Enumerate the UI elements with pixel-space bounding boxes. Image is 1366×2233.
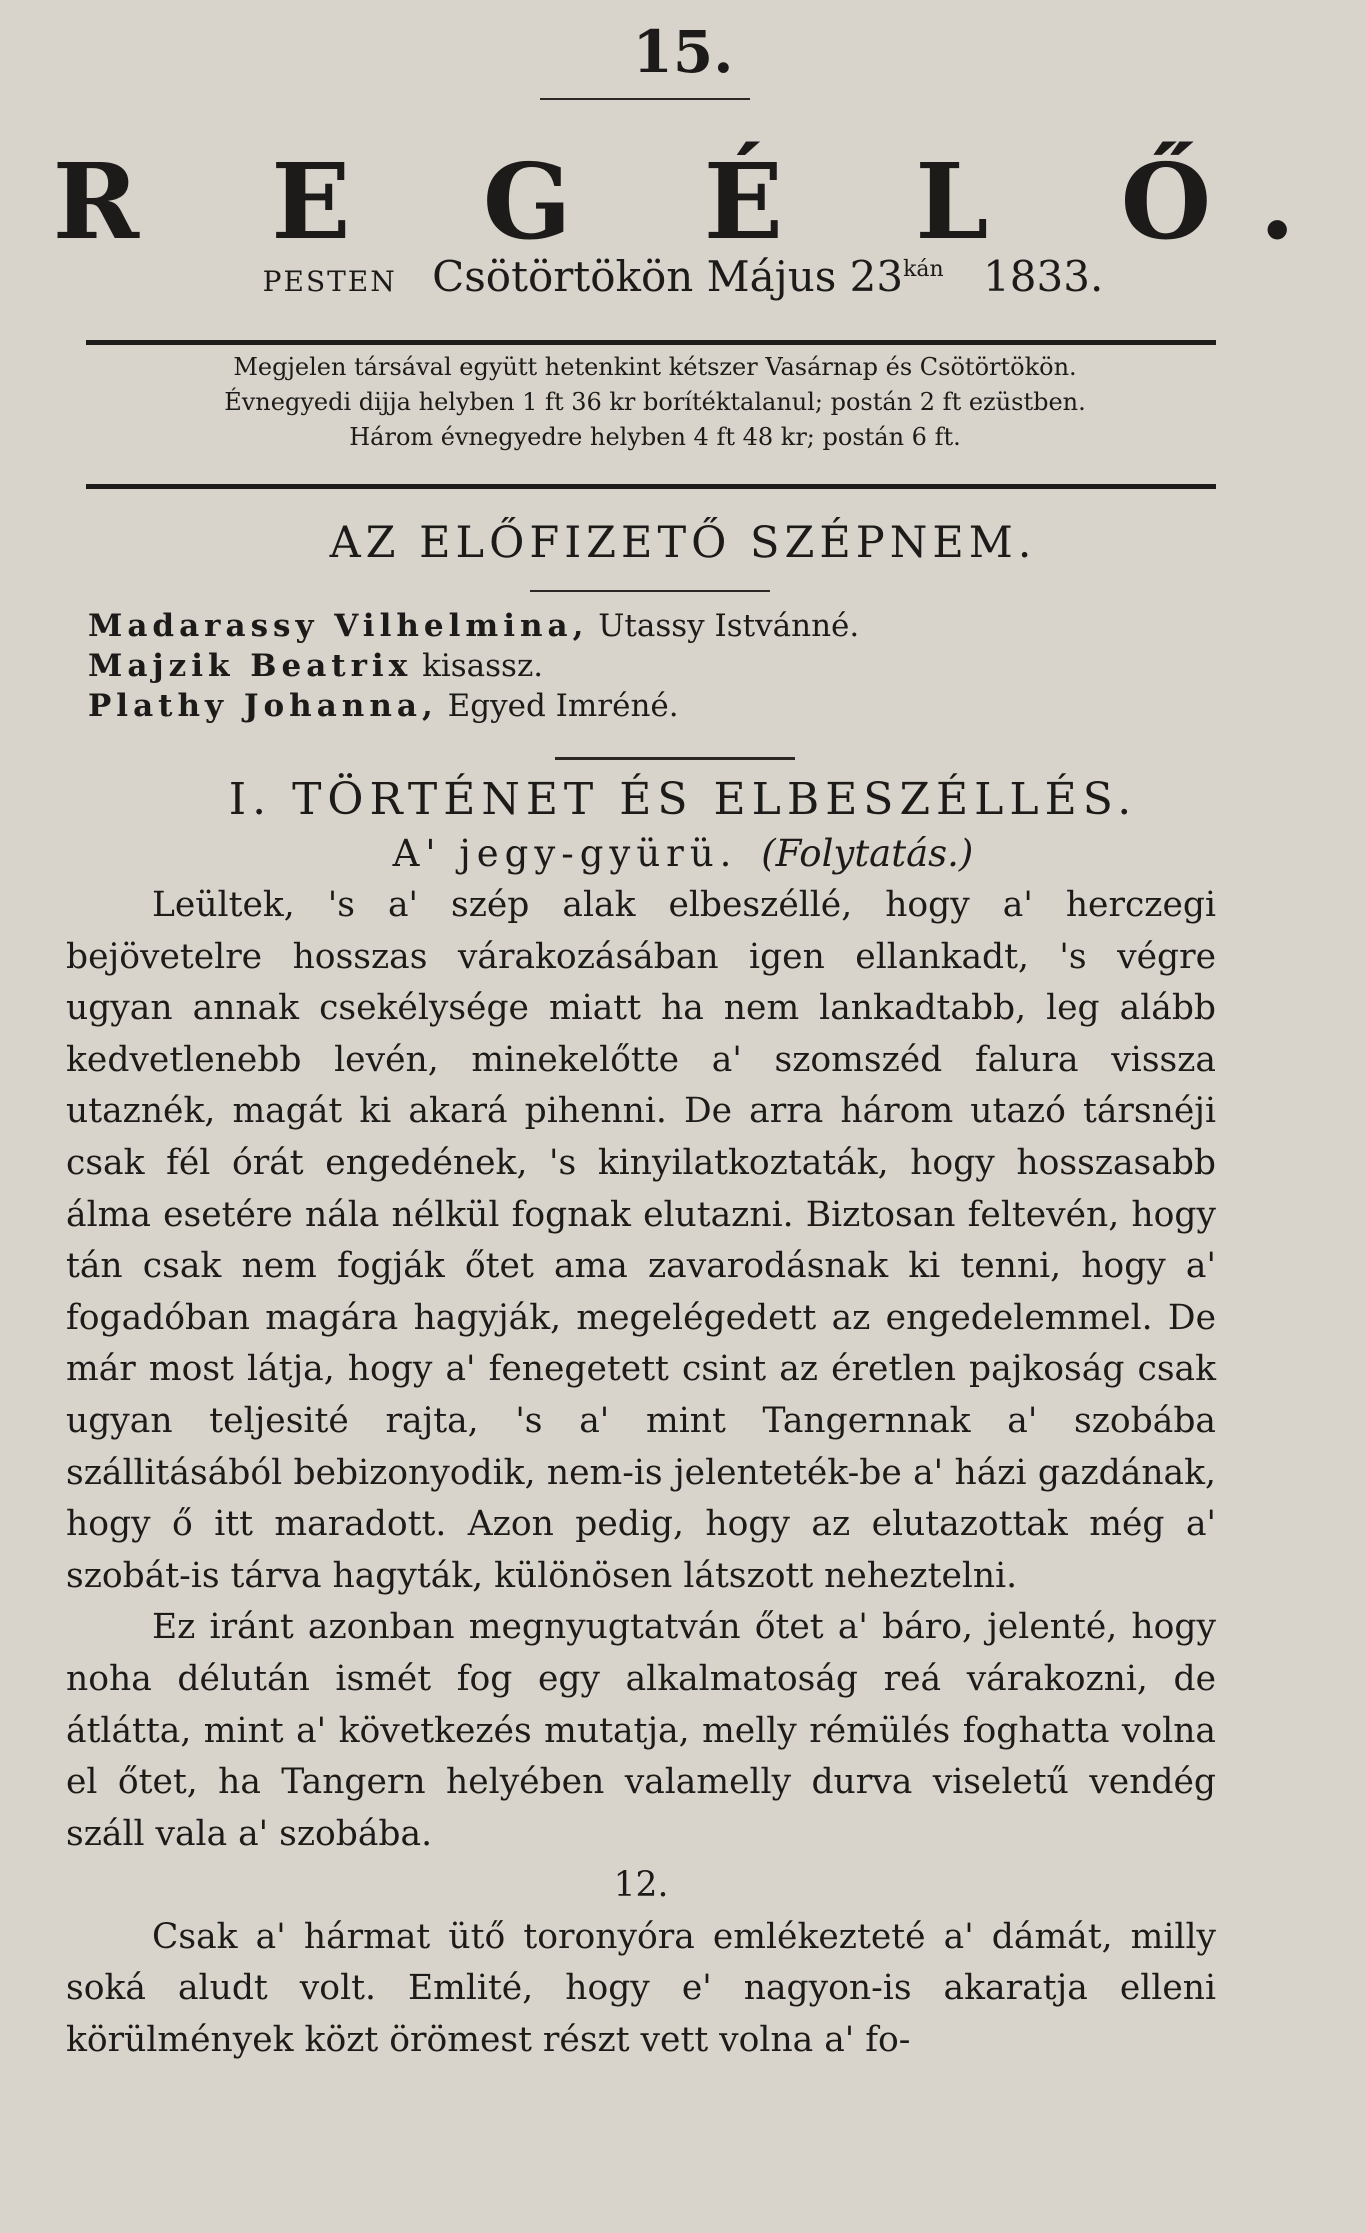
divider [555,757,795,760]
subscriber-name: Plathy Johanna, [88,688,438,724]
masthead-title: R E G É L Ő. [52,140,1344,263]
chapter-heading: I. TÖRTÉNET ÉS ELBESZÉLLÉS. [228,774,1138,825]
subscriber-list [88,606,1288,726]
date-suffix: kán [903,257,944,282]
story-title [0,832,1366,875]
list-item [88,686,1288,726]
divider [86,484,1216,489]
subscribers-heading: AZ ELŐFIZETŐ SZÉPNEM. [329,518,1037,568]
dateline [0,252,1366,301]
paragraph: Leültek, 's a' szép alak elbeszéllé, hogy a' herczegi bejövetelre hosszas várakozásában igen ellankadt, 's végre ugyan annak csekélysége miatt ha nem lankadtabb, leg alább kedvetlenebb levén, minekelőtte a' szomszéd falura vissza utaznék, magát ki akará pihenni. De arra három utazó társnéji csak fél órát engedének, 's kinyilatkoztaták, hogy hosszasabb álma esetére nála nélkül fognak elutazni. Biztosan feltevén, hogy tán csak nem fogják őtet ama zavarodásnak ki tenni, hogy a' fogadóban magára hagyják, megelégedett az engedelemmel. De már most látja, hogy a' fenegetett csint az éretlen pajkoság csak ugyan teljesité rajta, 's a' mint Tangernnak a' szobába szállitásából bebizonyodik, nem-is jelenteték-be a' házi gazdának, hogy ő itt maradott. Azon pedig, hogy az elutazottak még a' szobát-is tárva hagyták, különösen látszott neheztelni. [66,885,1216,1596]
year: 1833. [983,252,1104,301]
subscriber-name: Majzik Beatrix [88,648,413,684]
city: PESTEN [262,265,397,298]
subscriber-name: Madarassy Vilhelmina, [88,608,589,644]
chapter-number: 12. [613,1865,669,1906]
date: Csötörtökön Május 23 [432,252,904,301]
story-title-text: A' jegy-gyürü. [392,832,738,875]
divider [540,98,750,100]
paragraph: Ez iránt azonban megnyugtatván őtet a' báro, jelenté, hogy noha délután ismét fog egy alkalmatoság reá várakozni, de átlátta, mint a' következés mutatja, melly rémülés foghatta volna el őtet, ha Tangern helyében valamelly durva viseletű vendég száll vala a' szobába. [66,1607,1216,1854]
subscription-line: Megjelen társával együtt hetenkint kétszer Vasárnap és Csötörtökön. [233,353,1077,381]
divider [86,340,1216,345]
article-body [66,880,1216,2067]
divider [530,590,770,592]
subscription-line: Három évnegyedre helyben 4 ft 48 kr; postán 6 ft. [349,423,961,451]
continuation-note: (Folytatás.) [761,832,974,875]
list-item [88,606,1288,646]
issue-number: 15. [632,18,734,86]
list-item [88,646,1288,686]
subscriber-detail: Utassy Istvánné. [598,608,860,644]
subscription-info [90,350,1220,455]
subscription-line: Évnegyedi dijja helyben 1 ft 36 kr borítéktalanul; postán 2 ft ezüstben. [224,388,1086,416]
paragraph: Csak a' hármat ütő toronyóra emlékezteté a' dámát, milly soká aludt volt. Emlité, hogy e' nagyon-is akaratja elleni körülmények közt örömest részt vett volna a' fo- [66,1916,1216,2061]
subscriber-detail: kisassz. [422,648,544,684]
subscriber-detail: Egyed Imréné. [447,688,679,724]
